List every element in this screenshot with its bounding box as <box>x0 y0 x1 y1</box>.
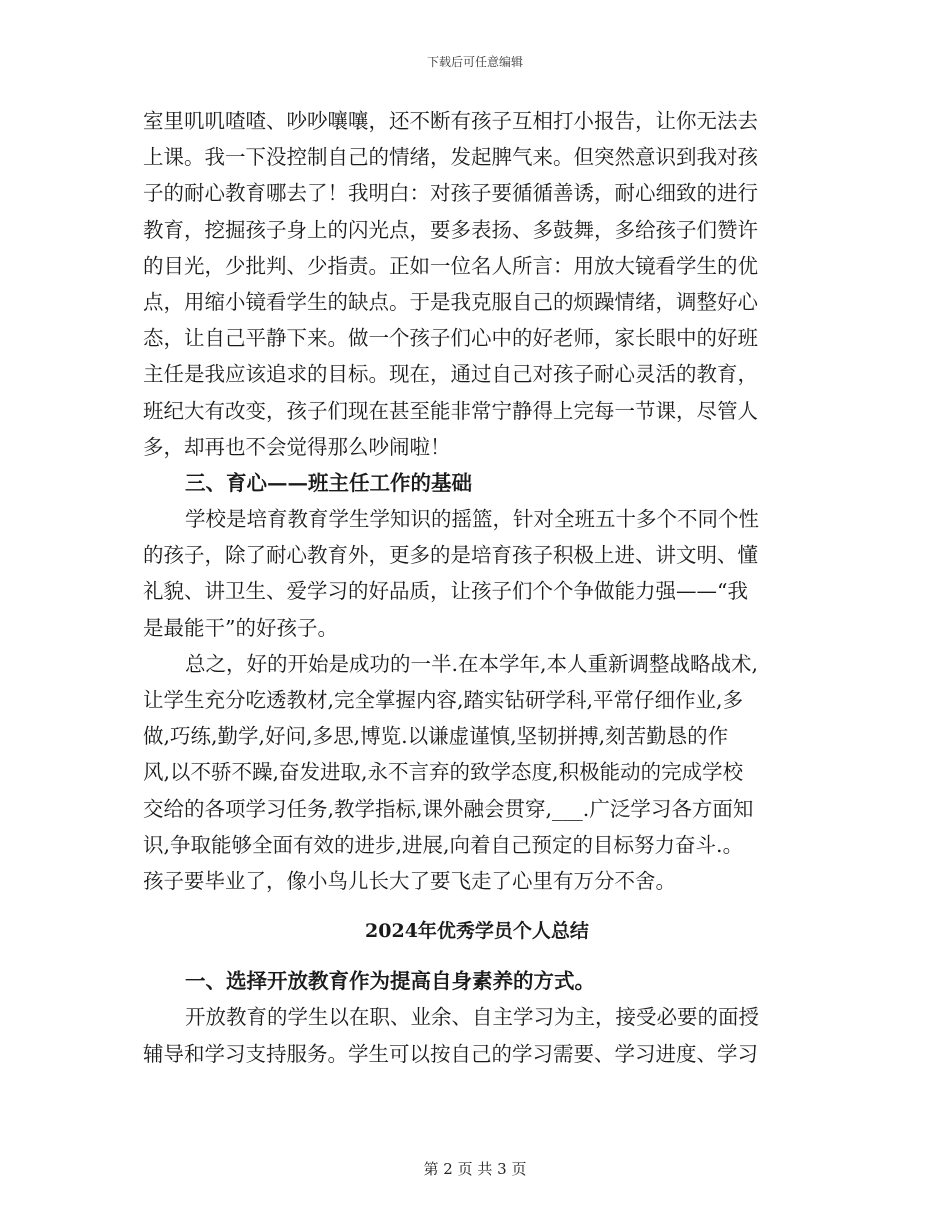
text-line: 态，让自己平静下来。做一个孩子们心中的好老师，家长眼中的好班 <box>143 326 758 351</box>
text-line: 室里叽叽喳喳、吵吵嚷嚷，还不断有孩子互相打小报告，让你无法去 <box>143 109 758 133</box>
paragraph <box>143 501 811 646</box>
text-line: 开放教育的学生以在职、业余、自主学习为主，接受必要的面授 <box>185 1005 759 1030</box>
text-line: 风,以不骄不躁,奋发进取,永不言弃的致学态度,积极能动的完成学校 <box>143 760 744 785</box>
text-line: 主任是我应该追求的目标。现在，通过自己对孩子耐心灵活的教育， <box>143 362 758 387</box>
section-heading: 一、选择开放教育作为提高自身素养的方式。 <box>185 969 595 994</box>
paragraph <box>143 646 811 899</box>
text-line: 子的耐心教育哪去了！我明白：对孩子要循循善诱，耐心细致的进行 <box>143 181 758 206</box>
document-title: 2024年优秀学员个人总结 <box>365 920 589 943</box>
page-footer: 第 2 页 共 3 页 <box>423 1160 527 1178</box>
text-line: 交给的各项学习任务,教学指标,课外融会贯穿,___.广泛学习各方面知 <box>143 796 754 821</box>
text-line: 礼貌、讲卫生、爱学习的好品质，让孩子们个个争做能力强——“我 <box>143 579 748 604</box>
text-line: 孩子要毕业了，像小鸟儿长大了要飞走了心里有万分不舍。 <box>143 868 676 893</box>
text-line: 教育，挖掘孩子身上的闪光点，要多表扬、多鼓舞，多给孩子们赞许 <box>143 217 758 242</box>
text-line: 识,争取能够全面有效的进步,进展,向着自己预定的目标努力奋斗.。 <box>143 832 744 857</box>
text-line: 点，用缩小镜看学生的缺点。于是我克服自己的烦躁情绪，调整好心 <box>143 289 758 314</box>
text-line: 做,巧练,勤学,好问,多思,博览.以谦虚谨慎,坚韧拼搏,刻苦勤恳的作 <box>143 724 729 749</box>
text-line: 的目光，少批判、少指责。正如一位名人所言：用放大镜看学生的优 <box>143 253 758 278</box>
paragraph <box>143 103 811 465</box>
text-line: 的孩子，除了耐心教育外，更多的是培育孩子积极上进、讲文明、懂 <box>143 543 758 568</box>
text-line: 班纪大有改变，孩子们现在甚至能非常宁静得上完每一节课，尽管人 <box>143 398 758 423</box>
paragraph <box>143 999 811 1071</box>
text-line: 上课。我一下没控制自己的情绪，发起脾气来。但突然意识到我对孩 <box>143 145 758 170</box>
text-line: 多，却再也不会觉得那么吵闹啦！ <box>143 434 451 459</box>
text-line: 让学生充分吃透教材,完全掌握内容,踏实钻研学科,平常仔细作业,多 <box>143 688 744 712</box>
text-line: 总之，好的开始是成功的一半.在本学年,本人重新调整战略战术, <box>185 651 759 676</box>
page-header: 下载后可任意编辑 <box>426 55 523 69</box>
text-line: 学校是培育教育学生学知识的摇篮，针对全班五十多个不同个性 <box>185 507 759 532</box>
document-body <box>143 103 811 1072</box>
text-line: 是最能干”的好孩子。 <box>143 615 338 640</box>
text-line: 辅导和学习支持服务。学生可以按自己的学习需要、学习进度、学习 <box>143 1041 758 1066</box>
section-heading: 三、育心——班主任工作的基础 <box>185 470 472 495</box>
